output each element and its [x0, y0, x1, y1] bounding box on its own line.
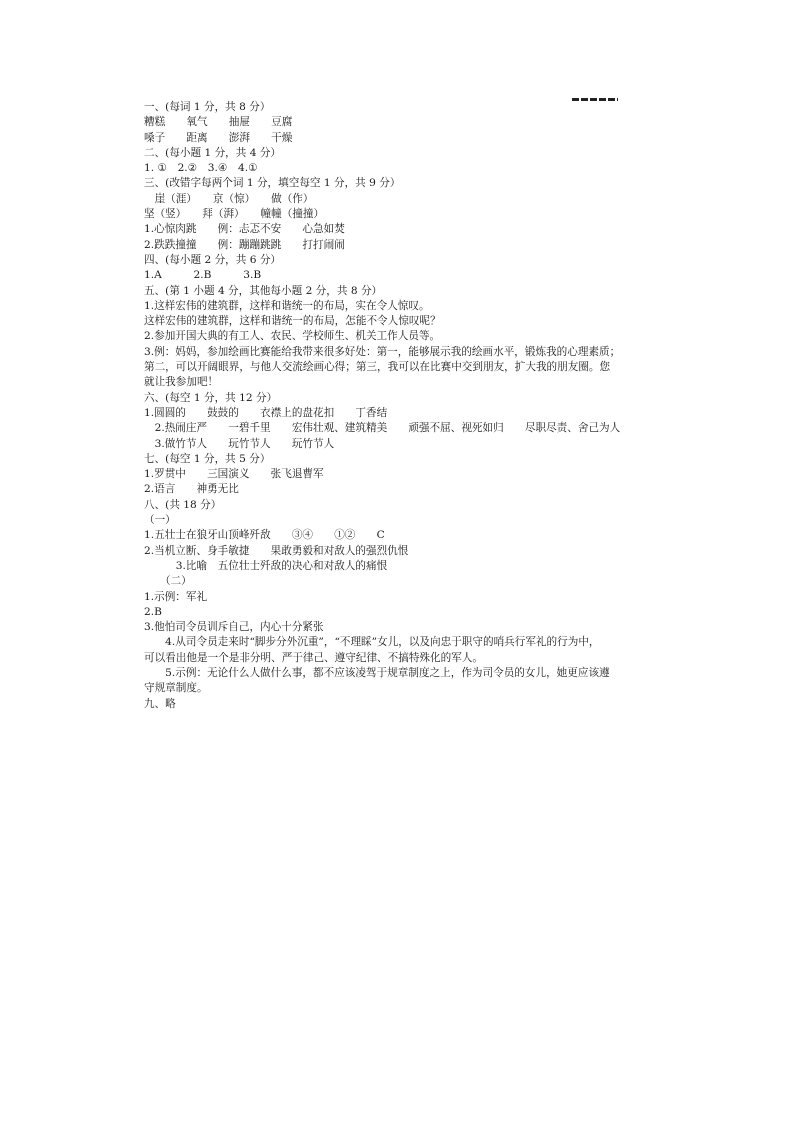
section-8-heading: 八、(共 18 分）: [144, 498, 222, 511]
section-8-part-2-item-1: 1.示例：军礼: [144, 590, 208, 603]
section-7-item-1: 1.罗贯中 三国演义 张飞退曹军: [144, 468, 324, 481]
section-7-item-2: 2.语言 神勇无比: [144, 483, 239, 496]
section-3-heading: 三、(改错字每两个词 1 分，填空每空 1 分，共 9 分）: [144, 177, 401, 190]
section-8-part-1-item-1: 1.五壮士在狼牙山顶峰歼敌 ③④ ①② C: [144, 529, 385, 542]
section-6-heading: 六、(每空 1 分，共 12 分）: [144, 391, 278, 404]
section-4-heading: 四、(每小题 2 分，共 6 分）: [144, 253, 282, 266]
section-8-part-2-item-4-line-1: 4.从司令员走来时“脚步分外沉重”，“不理睬”女儿，以及向忠于职守的哨兵行军礼的行为中，: [144, 636, 600, 649]
section-3-item-1: 1.心惊肉跳 例：忐忑不安 心急如焚: [144, 223, 345, 236]
section-3-corrections-row-1: 崖（涯） 京（惊） 做（作）: [144, 192, 314, 205]
section-6-item-1: 1.圆圆的 鼓鼓的 衣襟上的盘花扣 丁香结: [144, 406, 388, 419]
section-4-answers: 1.A 2.B 3.B: [144, 269, 262, 282]
section-5-item-3-line-2: 第二，可以开阔眼界，与他人交流绘画心得；第三，我可以在比赛中交到朋友，扩大我的朋友圈。您: [144, 361, 611, 374]
section-8-part-2-item-5-line-1: 5.示例：无论什么人做什么事，都不应该凌驾于规章制度之上，作为司令员的女儿，她更应该遵: [144, 666, 610, 679]
section-1-words-row-1: 糟糕 氧气 抽屉 豆腐: [144, 116, 293, 129]
section-5-item-1: 1.这样宏伟的建筑群，这样和谐统一的布局，实在令人惊叹。: [144, 299, 430, 312]
section-1-words-row-2: 嗓子 距离 澎湃 干燥: [144, 131, 293, 144]
section-5-item-2: 2.参加开国大典的有工人、农民、学校师生、机关工作人员等。: [144, 330, 441, 343]
section-6-item-3: 3.做竹节人 玩竹节人 玩竹节人: [144, 437, 335, 450]
section-5-item-3-line-1: 3.例：妈妈，参加绘画比赛能给我带来很多好处：第一，能够展示我的绘画水平，锻炼我的心理素质；: [144, 345, 621, 358]
section-8-part-2-item-4-line-2: 可以看出他是一个是非分明、严于律己、遵守纪律、不搞特殊化的军人。: [144, 651, 483, 664]
section-6-item-2: 2.热闹庄严 一碧千里 宏伟壮观、建筑精美 顽强不屈、视死如归 尽职尽责、舍己为人: [144, 422, 621, 435]
section-5-item-1-rewrite: 这样宏伟的建筑群，这样和谐统一的布局，怎能不令人惊叹呢？: [144, 315, 441, 328]
section-8-part-2-item-5-line-2: 守规章制度。: [144, 682, 208, 695]
section-5-heading: 五、(第 1 小题 4 分，其他每小题 2 分，共 8 分）: [144, 284, 383, 297]
section-8-part-2-item-2: 2.B: [144, 605, 162, 618]
section-7-heading: 七、(每空 1 分，共 5 分）: [144, 452, 271, 465]
section-2-heading: 二、(每小题 1 分，共 4 分）: [144, 146, 282, 159]
section-8-part-2-label: （二）: [144, 575, 192, 588]
section-8-part-2-item-3: 3.他怕司令员训斥自己，内心十分紧张: [144, 621, 324, 634]
section-3-corrections-row-2: 坚（竖） 拜（湃） 幢幢（撞撞）: [144, 208, 325, 221]
section-5-item-3-line-3: 就让我参加吧！: [144, 376, 219, 389]
section-9-heading: 九、略: [144, 697, 176, 710]
section-2-answers: 1. ① 2.② 3.④ 4.①: [144, 162, 258, 175]
section-8-part-1-label: （一）: [144, 514, 176, 527]
section-1-heading: 一、(每词 1 分，共 8 分）: [144, 101, 271, 113]
section-3-item-2: 2.跌跌撞撞 例：蹦蹦跳跳 打打闹闹: [144, 238, 345, 251]
section-8-part-1-item-2: 2.当机立断、身手敏捷 果敢勇毅和对敌人的强烈仇恨: [144, 544, 409, 557]
answer-key-body: [144, 100, 656, 712]
section-8-part-1-item-3: 3.比喻 五位壮士歼敌的决心和对敌人的痛恨: [144, 559, 388, 572]
